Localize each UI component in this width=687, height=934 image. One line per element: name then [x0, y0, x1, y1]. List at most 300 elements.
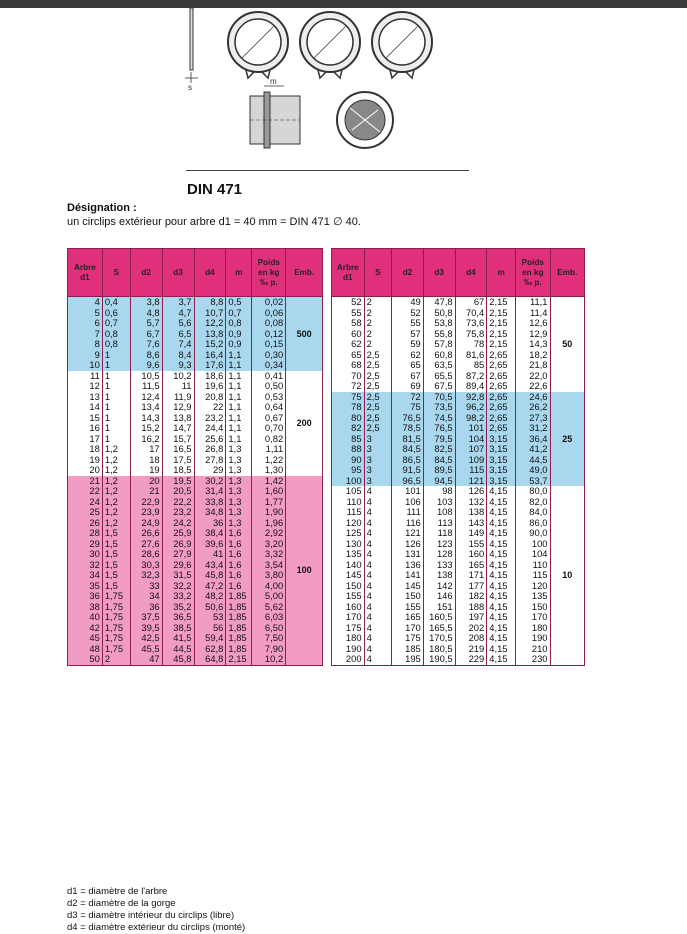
cell-d3: 98 — [423, 486, 455, 497]
cell-poids: 12,6 — [516, 318, 551, 329]
cell-d4: 18,6 — [194, 371, 226, 382]
table-row — [332, 549, 585, 560]
title-rule — [186, 170, 469, 171]
cell-m: 2,65 — [487, 392, 516, 403]
cell-d2: 33 — [130, 581, 162, 592]
cell-poids: 180 — [516, 623, 551, 634]
cell-poids: 3,20 — [252, 539, 286, 550]
cell-d3: 170,5 — [423, 633, 455, 644]
cell-d3: 118 — [423, 528, 455, 539]
cell-d4: 29 — [194, 465, 226, 476]
cell-poids: 0,15 — [252, 339, 286, 350]
cell-d2: 75 — [392, 402, 424, 413]
cell-m: 3,15 — [487, 434, 516, 445]
cell-d1: 80 — [332, 413, 365, 424]
cell-emb: 10 — [550, 486, 584, 665]
cell-poids: 10,2 — [252, 654, 286, 665]
cell-d1: 72 — [332, 381, 365, 392]
circlip-drawings — [180, 8, 480, 168]
header-d2: d2 — [392, 249, 424, 297]
cell-d1: 88 — [332, 444, 365, 455]
cell-m: 4,15 — [487, 623, 516, 634]
cell-d4: 47,2 — [194, 581, 226, 592]
cell-s: 0,8 — [102, 339, 130, 350]
cell-m: 2,15 — [487, 308, 516, 319]
table-row — [332, 528, 585, 539]
cell-poids: 0,67 — [252, 413, 286, 424]
cell-m: 1,3 — [226, 497, 252, 508]
cell-m: 2,65 — [487, 360, 516, 371]
cell-d4: 188 — [455, 602, 487, 613]
cell-m: 4,15 — [487, 539, 516, 550]
cell-poids: 0,02 — [252, 297, 286, 308]
label-m: m — [270, 77, 277, 86]
cell-s: 1 — [102, 402, 130, 413]
cell-m: 2,65 — [487, 402, 516, 413]
cell-d2: 78,5 — [392, 423, 424, 434]
cell-m: 0,9 — [226, 339, 252, 350]
cell-d2: 34 — [130, 591, 162, 602]
cell-d2: 42,5 — [130, 633, 162, 644]
cell-poids: 5,00 — [252, 591, 286, 602]
header-d4: d4 — [194, 249, 226, 297]
cell-d1: 145 — [332, 570, 365, 581]
cell-s: 1,75 — [102, 623, 130, 634]
cell-poids: 2,92 — [252, 528, 286, 539]
cell-d2: 72 — [392, 392, 424, 403]
table-row — [332, 591, 585, 602]
cell-m: 2,15 — [487, 339, 516, 350]
cell-d1: 28 — [68, 528, 103, 539]
cell-poids: 7,90 — [252, 644, 286, 655]
cell-d2: 57 — [392, 329, 424, 340]
document-page — [0, 8, 687, 934]
cell-poids: 120 — [516, 581, 551, 592]
cell-d1: 22 — [68, 486, 103, 497]
cell-d2: 96,5 — [392, 476, 424, 487]
cell-m: 1,6 — [226, 539, 252, 550]
table-row — [332, 444, 585, 455]
cell-d1: 190 — [332, 644, 365, 655]
cell-d1: 175 — [332, 623, 365, 634]
cell-poids: 150 — [516, 602, 551, 613]
cell-poids: 90,0 — [516, 528, 551, 539]
table-row — [68, 402, 323, 413]
table-row — [332, 339, 585, 350]
cell-m: 1,85 — [226, 633, 252, 644]
cell-m: 3,15 — [487, 476, 516, 487]
cell-poids: 170 — [516, 612, 551, 623]
cell-d4: 143 — [455, 518, 487, 529]
cell-d3: 138 — [423, 570, 455, 581]
cell-d2: 37,5 — [130, 612, 162, 623]
cell-poids: 0,12 — [252, 329, 286, 340]
cell-d1: 105 — [332, 486, 365, 497]
cell-d2: 195 — [392, 654, 424, 665]
cell-m: 1,6 — [226, 581, 252, 592]
cell-d2: 27,6 — [130, 539, 162, 550]
cell-s: 4 — [364, 486, 392, 497]
cell-d2: 12,4 — [130, 392, 162, 403]
cell-s: 1,2 — [102, 476, 130, 487]
cell-d2: 39,5 — [130, 623, 162, 634]
cell-d3: 73,5 — [423, 402, 455, 413]
cell-d2: 165 — [392, 612, 424, 623]
cell-d1: 18 — [68, 444, 103, 455]
cell-d3: 123 — [423, 539, 455, 550]
cell-d2: 20 — [130, 476, 162, 487]
cell-d3: 18,5 — [162, 465, 194, 476]
cell-d1: 65 — [332, 350, 365, 361]
cell-d3: 113 — [423, 518, 455, 529]
cell-d4: 104 — [455, 434, 487, 445]
cell-poids: 82,0 — [516, 497, 551, 508]
cell-poids: 36,4 — [516, 434, 551, 445]
cell-m: 2,65 — [487, 371, 516, 382]
cell-d3: 108 — [423, 507, 455, 518]
cell-s: 2,5 — [364, 350, 392, 361]
cell-m: 2,65 — [487, 350, 516, 361]
cell-d3: 11,9 — [162, 392, 194, 403]
cell-d3: 60,8 — [423, 350, 455, 361]
cell-poids: 190 — [516, 633, 551, 644]
cell-d3: 133 — [423, 560, 455, 571]
cell-poids: 1,90 — [252, 507, 286, 518]
cell-d3: 45,8 — [162, 654, 194, 665]
cell-s: 3 — [364, 434, 392, 445]
cell-d1: 110 — [332, 497, 365, 508]
cell-d1: 7 — [68, 329, 103, 340]
cell-m: 1,85 — [226, 591, 252, 602]
ring-view-d2 — [300, 12, 360, 78]
cell-m: 1,6 — [226, 528, 252, 539]
cell-m: 1,6 — [226, 560, 252, 571]
cell-m: 4,15 — [487, 507, 516, 518]
cell-d2: 91,5 — [392, 465, 424, 476]
cell-s: 2,5 — [364, 371, 392, 382]
cell-d1: 75 — [332, 392, 365, 403]
cell-s: 2,5 — [364, 381, 392, 392]
cell-d2: 67 — [392, 371, 424, 382]
header-poids: Poids en kg ‰ p. — [516, 249, 551, 297]
cell-poids: 12,9 — [516, 329, 551, 340]
cell-poids: 0,30 — [252, 350, 286, 361]
cell-s: 1,5 — [102, 528, 130, 539]
cell-poids: 49,0 — [516, 465, 551, 476]
cell-d4: 177 — [455, 581, 487, 592]
cell-s: 1 — [102, 434, 130, 445]
cell-d2: 121 — [392, 528, 424, 539]
cell-d3: 8,4 — [162, 350, 194, 361]
cell-s: 2 — [364, 308, 392, 319]
cell-m: 4,15 — [487, 602, 516, 613]
cross-section-drawing — [337, 92, 393, 148]
cell-d2: 116 — [392, 518, 424, 529]
cell-d2: 59 — [392, 339, 424, 350]
table-row — [68, 381, 323, 392]
cell-m: 2,15 — [226, 654, 252, 665]
cell-poids: 5,62 — [252, 602, 286, 613]
cell-d4: 10,7 — [194, 308, 226, 319]
cell-m: 1,85 — [226, 612, 252, 623]
cell-d1: 45 — [68, 633, 103, 644]
cell-d1: 95 — [332, 465, 365, 476]
cell-d4: 73,6 — [455, 318, 487, 329]
cell-s: 4 — [364, 654, 392, 665]
cell-d1: 35 — [68, 581, 103, 592]
cell-d1: 62 — [332, 339, 365, 350]
cell-d1: 180 — [332, 633, 365, 644]
table-row — [68, 339, 323, 350]
cell-d1: 135 — [332, 549, 365, 560]
header-emb: Emb. — [550, 249, 584, 297]
cell-s: 4 — [364, 497, 392, 508]
cell-poids: 21,8 — [516, 360, 551, 371]
cell-d3: 70,5 — [423, 392, 455, 403]
table-row — [332, 318, 585, 329]
cell-d3: 16,5 — [162, 444, 194, 455]
table-row — [68, 423, 323, 434]
cell-m: 1,1 — [226, 360, 252, 371]
cell-d3: 32,2 — [162, 581, 194, 592]
cell-poids: 0,50 — [252, 381, 286, 392]
cell-m: 4,15 — [487, 633, 516, 644]
cell-d1: 200 — [332, 654, 365, 665]
cell-s: 1,2 — [102, 507, 130, 518]
cell-d2: 136 — [392, 560, 424, 571]
cell-d1: 15 — [68, 413, 103, 424]
header-d4: d4 — [455, 249, 487, 297]
cell-d3: 65,5 — [423, 371, 455, 382]
cell-m: 2,15 — [487, 297, 516, 308]
cell-d4: 56 — [194, 623, 226, 634]
cell-poids: 6,03 — [252, 612, 286, 623]
cell-d4: 31,4 — [194, 486, 226, 497]
cell-d4: 48,2 — [194, 591, 226, 602]
header-m: m — [487, 249, 516, 297]
cell-d3: 5,6 — [162, 318, 194, 329]
cell-d1: 11 — [68, 371, 103, 382]
cell-s: 0,8 — [102, 329, 130, 340]
window-top-bar — [0, 0, 687, 8]
cell-d3: 26,9 — [162, 539, 194, 550]
cell-s: 3 — [364, 444, 392, 455]
cell-s: 1,75 — [102, 633, 130, 644]
cell-s: 2 — [364, 318, 392, 329]
legend-item-d4: d4 = diamètre extérieur du circlips (monté) — [67, 922, 246, 933]
cell-d2: 84,5 — [392, 444, 424, 455]
cell-d2: 4,8 — [130, 308, 162, 319]
cell-d1: 12 — [68, 381, 103, 392]
cell-d4: 219 — [455, 644, 487, 655]
cell-s: 2 — [364, 297, 392, 308]
cell-s: 1,2 — [102, 455, 130, 466]
cell-d3: 6,5 — [162, 329, 194, 340]
cell-s: 2,5 — [364, 392, 392, 403]
legend-item-d1: d1 = diamètre de l'arbre — [67, 886, 168, 897]
cell-m: 4,15 — [487, 486, 516, 497]
cell-m: 2,65 — [487, 423, 516, 434]
cell-d1: 17 — [68, 434, 103, 445]
cell-d4: 27,8 — [194, 455, 226, 466]
cell-d1: 50 — [68, 654, 103, 665]
cell-d1: 82 — [332, 423, 365, 434]
cell-poids: 31,2 — [516, 423, 551, 434]
cell-d4: 85 — [455, 360, 487, 371]
cell-d4: 160 — [455, 549, 487, 560]
header-d3: d3 — [162, 249, 194, 297]
cell-d4: 53 — [194, 612, 226, 623]
cell-s: 4 — [364, 602, 392, 613]
cell-s: 4 — [364, 633, 392, 644]
cell-d3: 76,5 — [423, 423, 455, 434]
cell-d1: 70 — [332, 371, 365, 382]
cell-d3: 20,5 — [162, 486, 194, 497]
cell-d3: 11 — [162, 381, 194, 392]
cell-d2: 101 — [392, 486, 424, 497]
cell-d2: 126 — [392, 539, 424, 550]
cell-poids: 100 — [516, 539, 551, 550]
cell-s: 3 — [364, 476, 392, 487]
cell-d4: 132 — [455, 497, 487, 508]
table-row — [332, 570, 585, 581]
cell-d4: 202 — [455, 623, 487, 634]
cell-d1: 42 — [68, 623, 103, 634]
cell-d3: 13,8 — [162, 413, 194, 424]
ring-view-d3 — [228, 12, 288, 78]
cell-poids: 18,2 — [516, 350, 551, 361]
header-m: m — [226, 249, 252, 297]
cell-m: 4,15 — [487, 612, 516, 623]
cell-d3: 25,9 — [162, 528, 194, 539]
cell-d2: 9,6 — [130, 360, 162, 371]
cell-d2: 15,2 — [130, 423, 162, 434]
cell-d3: 103 — [423, 497, 455, 508]
cell-m: 4,15 — [487, 497, 516, 508]
cell-d3: 36,5 — [162, 612, 194, 623]
cell-m: 4,15 — [487, 581, 516, 592]
cell-d2: 10,5 — [130, 371, 162, 382]
cell-m: 1,1 — [226, 423, 252, 434]
cell-m: 4,15 — [487, 591, 516, 602]
cell-m: 3,15 — [487, 465, 516, 476]
cell-d3: 4,7 — [162, 308, 194, 319]
cell-d1: 19 — [68, 455, 103, 466]
header-emb: Emb. — [286, 249, 323, 297]
cell-d4: 87,2 — [455, 371, 487, 382]
cell-d3: 53,8 — [423, 318, 455, 329]
cell-d1: 25 — [68, 507, 103, 518]
header-s: S — [364, 249, 392, 297]
cell-d2: 18 — [130, 455, 162, 466]
cell-emb: 50 — [550, 297, 584, 392]
cell-poids: 1,22 — [252, 455, 286, 466]
cell-m: 2,65 — [487, 381, 516, 392]
cell-poids: 22,0 — [516, 371, 551, 382]
cell-poids: 24,6 — [516, 392, 551, 403]
cell-d1: 60 — [332, 329, 365, 340]
cell-s: 4 — [364, 612, 392, 623]
cell-d2: 17 — [130, 444, 162, 455]
cell-s: 4 — [364, 591, 392, 602]
cell-poids: 1,42 — [252, 476, 286, 487]
cell-d4: 78 — [455, 339, 487, 350]
cell-d2: 11,5 — [130, 381, 162, 392]
cell-s: 4 — [364, 518, 392, 529]
cell-m: 1,85 — [226, 644, 252, 655]
cell-d4: 155 — [455, 539, 487, 550]
cell-d3: 41,5 — [162, 633, 194, 644]
cell-s: 0,7 — [102, 318, 130, 329]
cell-d4: 138 — [455, 507, 487, 518]
cell-s: 2,5 — [364, 423, 392, 434]
cell-d4: 182 — [455, 591, 487, 602]
table-row — [332, 465, 585, 476]
cell-d2: 16,2 — [130, 434, 162, 445]
cell-poids: 135 — [516, 591, 551, 602]
cell-s: 4 — [364, 644, 392, 655]
cell-poids: 11,4 — [516, 308, 551, 319]
cell-d1: 52 — [332, 297, 365, 308]
cell-d3: 142 — [423, 581, 455, 592]
cell-d1: 125 — [332, 528, 365, 539]
cell-d2: 32,3 — [130, 570, 162, 581]
cell-m: 1,6 — [226, 549, 252, 560]
cell-poids: 0,53 — [252, 392, 286, 403]
cell-s: 1 — [102, 392, 130, 403]
cell-s: 4 — [364, 549, 392, 560]
cell-d3: 94,5 — [423, 476, 455, 487]
cell-d4: 15,2 — [194, 339, 226, 350]
table-row — [332, 507, 585, 518]
cell-d1: 38 — [68, 602, 103, 613]
cell-d3: 63,5 — [423, 360, 455, 371]
cell-emb: 500 — [286, 297, 323, 371]
cell-d4: 229 — [455, 654, 487, 665]
cell-m: 0,9 — [226, 329, 252, 340]
standard-title: DIN 471 — [187, 181, 243, 198]
cell-m: 1,6 — [226, 570, 252, 581]
cell-d2: 150 — [392, 591, 424, 602]
cell-poids: 0,64 — [252, 402, 286, 413]
header-d2: d2 — [130, 249, 162, 297]
cell-m: 4,15 — [487, 560, 516, 571]
designation-label: Désignation : — [67, 202, 137, 214]
cell-d1: 130 — [332, 539, 365, 550]
cell-s: 1,75 — [102, 591, 130, 602]
cell-d1: 170 — [332, 612, 365, 623]
cell-d4: 197 — [455, 612, 487, 623]
cell-emb: 25 — [550, 392, 584, 487]
cell-s: 2,5 — [364, 402, 392, 413]
cell-d3: 14,7 — [162, 423, 194, 434]
cell-d4: 43,4 — [194, 560, 226, 571]
cell-d4: 92,8 — [455, 392, 487, 403]
cell-d2: 36 — [130, 602, 162, 613]
cell-d3: 22,2 — [162, 497, 194, 508]
cell-d1: 58 — [332, 318, 365, 329]
cell-d3: 27,9 — [162, 549, 194, 560]
cell-d2: 49 — [392, 297, 424, 308]
cell-d3: 151 — [423, 602, 455, 613]
cell-m: 1,1 — [226, 402, 252, 413]
cell-d3: 10,2 — [162, 371, 194, 382]
cell-d4: 109 — [455, 455, 487, 466]
cell-d4: 59,4 — [194, 633, 226, 644]
cell-poids: 0,06 — [252, 308, 286, 319]
cell-m: 4,15 — [487, 549, 516, 560]
cell-d3: 50,8 — [423, 308, 455, 319]
